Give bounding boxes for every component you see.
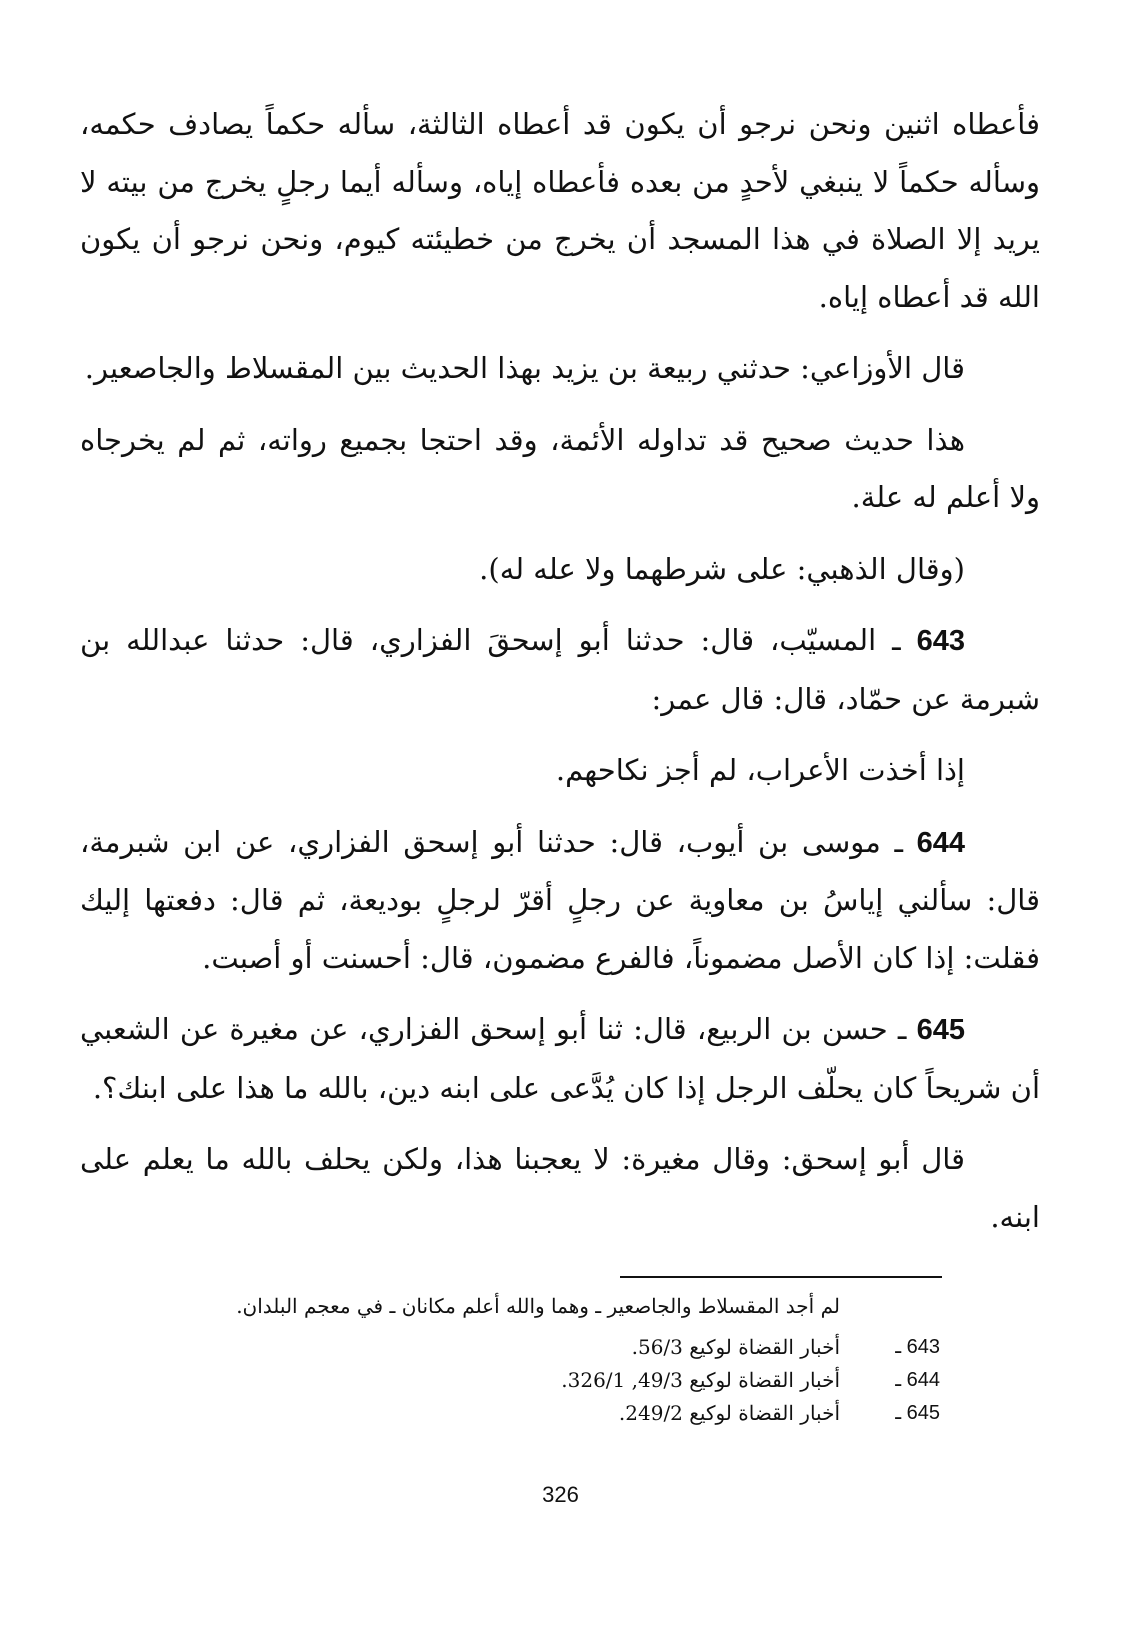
page-number: 326 xyxy=(542,1482,579,1507)
hadith-645 xyxy=(80,1001,1040,1117)
hadith-number: 643 xyxy=(916,625,965,657)
footnote-divider xyxy=(620,1276,942,1278)
paragraph: (وقال الذهبي: على شرطهما ولا عله له). xyxy=(479,551,965,586)
hadith-number: 645 xyxy=(916,1014,965,1046)
hadith-644 xyxy=(80,814,1040,988)
footnote-number: 644 ـ xyxy=(895,1369,940,1391)
footnote-note: لم أجد المقسلاط والجاصعير ـ وهما والله أعلم مكانان ـ في معجم البلدان. xyxy=(236,1294,840,1318)
footnote-item xyxy=(80,1364,940,1397)
paragraph: فأعطاه اثنين ونحن نرجو أن يكون قد أعطاه الثالثة، سأله حكماً يصادف حكمه، وسأله حكماً لا ينبغي لأحدٍ من بعده فأعطاه إياه، وسأله أيما رجلٍ يخرج من بيته لا يريد إلا الصلاة في هذا المسجد أن يخرج من خطيئته كيوم، ونحن نرجو أن يكون الله قد أعطاه إياه. xyxy=(80,107,1041,314)
hadith-text: ـ موسى بن أيوب، قال: حدثنا أبو إسحق الفزاري، عن ابن شبرمة، قال: سألني إياسُ بن معاوية عن رجلٍ أقرّ لرجلٍ بوديعة، ثم قال: دفعتها إليك فقلت: إذا كان الأصل مضموناً، فالفرع مضمون، قال: أحسنت أو أصبت. xyxy=(80,824,1040,975)
footnote-text: أخبار القضاة لوكيع 49/3, 326/1. xyxy=(561,1368,840,1392)
hadith-643 xyxy=(80,612,1040,728)
paragraph: إذا أخذت الأعراب، لم أجز نكاحهم. xyxy=(555,753,965,787)
footnote-item xyxy=(80,1397,940,1430)
footnote-text: أخبار القضاة لوكيع 249/2. xyxy=(618,1401,840,1425)
paragraph: هذا حديث صحيح قد تداوله الأئمة، وقد احتجا بجميع رواته، ثم لم يخرجاه ولا أعلم له علة. xyxy=(80,422,1040,514)
footnote-number: 643 ـ xyxy=(895,1336,940,1358)
footnote-text: أخبار القضاة لوكيع 56/3. xyxy=(631,1335,840,1359)
footnote-number: 645 ـ xyxy=(895,1402,940,1424)
footnote-item xyxy=(80,1331,940,1364)
footnotes xyxy=(80,1290,940,1430)
paragraph: قال الأوزاعي: حدثني ربيعة بن يزيد بهذا الحديث بين المقسلاط والجاصعير. xyxy=(84,351,965,385)
hadith-text: ـ المسيّب، قال: حدثنا أبو إسحقَ الفزاري، قال: حدثنا عبدالله بن شبرمة عن حمّاد، قال: قال عمر: xyxy=(80,623,1040,716)
hadith-number: 644 xyxy=(916,826,965,859)
paragraph: قال أبو إسحق: وقال مغيرة: لا يعجبنا هذا، ولكن يحلف بالله ما يعلم على ابنه. xyxy=(80,1142,1040,1234)
hadith-text: ـ حسن بن الربيع، قال: ثنا أبو إسحق الفزاري، عن مغيرة عن الشعبي أن شريحاً كان يحلّف الرجل إذا كان يُدَّعى على ابنه دين، بالله ما هذا على ابنك؟. xyxy=(80,1012,1040,1105)
main-text xyxy=(80,96,1040,1260)
